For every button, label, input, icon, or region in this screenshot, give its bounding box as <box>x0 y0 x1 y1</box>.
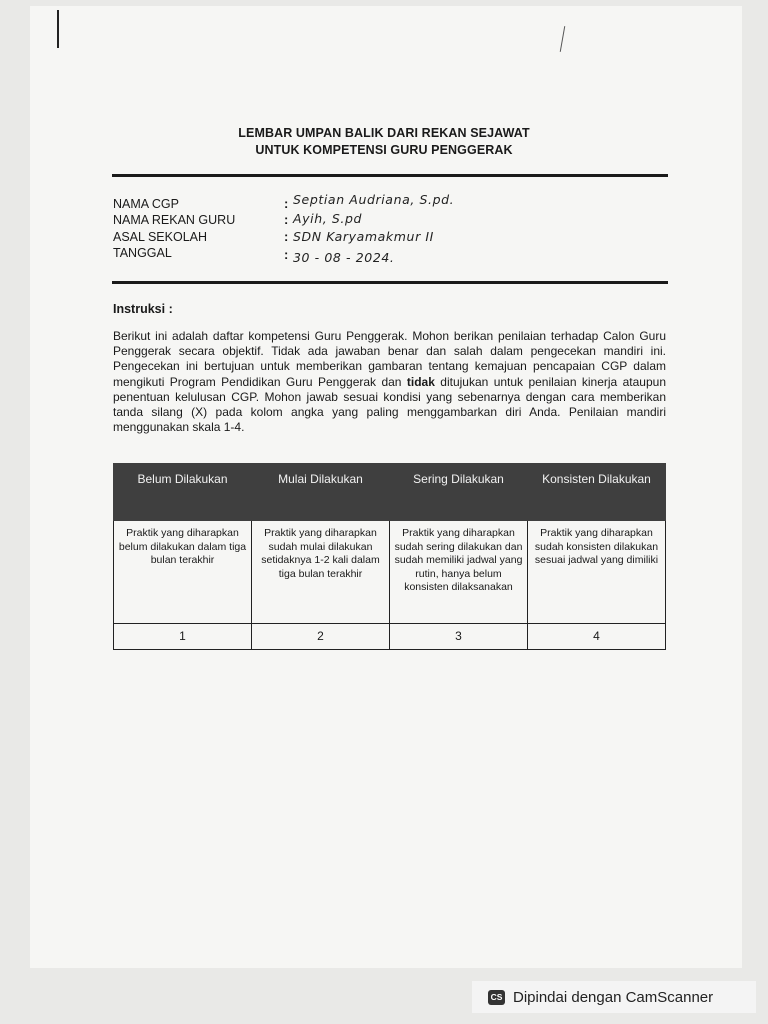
score-cell[interactable]: 4 <box>528 624 666 650</box>
header-konsisten-dilakukan: Konsisten Dilakukan <box>528 464 666 521</box>
watermark-label: Dipindai dengan CamScanner <box>513 988 714 1006</box>
score-cell[interactable]: 1 <box>114 624 252 650</box>
table-header-row <box>114 464 666 521</box>
table-row <box>114 521 666 624</box>
field-label: NAMA REKAN GURU <box>113 213 236 227</box>
header-mulai-dilakukan: Mulai Dilakukan <box>252 464 390 521</box>
divider <box>112 281 668 284</box>
field-colon: : <box>284 229 289 244</box>
field-value-handwritten: 30 - 08 - 2024. <box>293 250 395 265</box>
description-cell: Praktik yang diharapkan belum dilakukan dalam tiga bulan terakhir <box>114 521 252 624</box>
document-title: LEMBAR UMPAN BALIK DARI REKAN SEJAWAT <box>238 126 530 140</box>
instructions-heading: Instruksi : <box>113 302 173 316</box>
header-belum-dilakukan: Belum Dilakukan <box>114 464 252 521</box>
field-colon: : <box>284 212 289 227</box>
divider <box>112 174 668 177</box>
field-colon: : <box>284 247 289 262</box>
description-cell: Praktik yang diharapkan sudah konsisten dilakukan sesuai jadwal yang dimiliki <box>528 521 666 624</box>
document-subtitle: UNTUK KOMPETENSI GURU PENGGERAK <box>255 143 513 157</box>
instructions-paragraph: Berikut ini adalah daftar kompetensi Guru Penggerak. Mohon berikan penilaian terhadap Calon Guru Penggerak secara objektif. Tidak ada jawaban benar dan salah dalam pengecekan mandiri ini. Pengecekan ini bertujuan untuk memberikan gambaran tentang kemajuan pencapaian CGP dalam mengikuti Program Pendidikan Guru Penggerak dan tidak ditujukan untuk penilaian kinerja ataupun penentuan kelulusan CGP. Mohon jawab sesuai kondisi yang sebenarnya dengan cara memberikan tanda silang (X) pada kolom angka yang paling menggambarkan diri Anda. Penilaian mandiri menggunakan skala 1-4. <box>113 329 667 435</box>
score-cell[interactable]: 2 <box>252 624 390 650</box>
scan-mark <box>57 10 59 48</box>
score-cell[interactable]: 3 <box>390 624 528 650</box>
field-label: NAMA CGP <box>113 197 179 211</box>
description-cell: Praktik yang diharapkan sudah mulai dilakukan setidaknya 1-2 kali dalam tiga bulan terakhir <box>252 521 390 624</box>
camscanner-icon: CS <box>488 990 505 1005</box>
description-cell: Praktik yang diharapkan sudah sering dilakukan dan sudah memiliki jadwal yang rutin, hanya belum konsisten dilaksanakan <box>390 521 528 624</box>
field-label: ASAL SEKOLAH <box>113 230 208 244</box>
field-value-handwritten: Septian Audriana, S.pd. <box>293 192 455 207</box>
camscanner-watermark <box>472 981 756 1013</box>
field-colon: : <box>284 196 289 211</box>
table-row <box>114 624 666 650</box>
header-sering-dilakukan: Sering Dilakukan <box>390 464 528 521</box>
field-value-handwritten: Ayih, S.pd <box>293 211 363 226</box>
rating-scale-table <box>113 463 666 650</box>
field-label: TANGGAL <box>113 246 172 260</box>
field-value-handwritten: SDN Karyamakmur II <box>293 229 434 244</box>
